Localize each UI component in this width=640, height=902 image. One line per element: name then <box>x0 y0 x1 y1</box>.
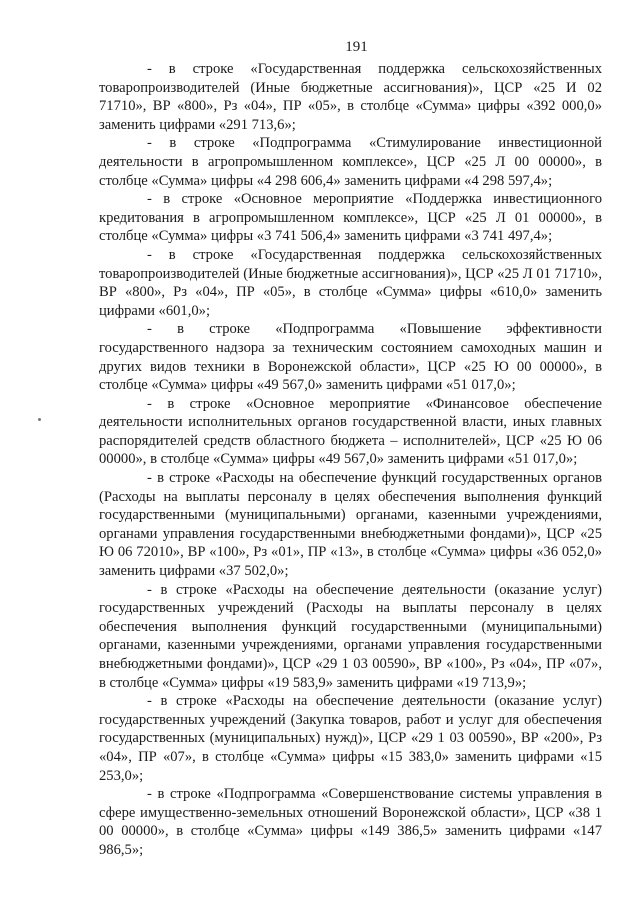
paragraph: - в строке «Подпрограмма «Повышение эффективности государственного надзора за техническим состоянием самоходных машин и других видов техники в Воронежской области», ЦСР «25 Ю 00 00000», в столбце «Сумма» цифры «49 567,0» заменить цифрами «51 017,0»; <box>99 321 602 394</box>
paragraph: - в строке «Государственная поддержка сельскохозяйственных товаропроизводителей (Иные бюджетные ассигнования)», ЦСР «25 И 02 71710», ВР «800», Рз «04», ПР «05», в столбце «Сумма» цифры «392 000,0» заменить цифрами «291 713,6»; <box>99 61 602 133</box>
paragraph: - в строке «Подпрограмма «Стимулирование инвестиционной деятельности в агропромышленном комплексе», ЦСР «25 Л 00 00000», в столбце «Сумма» цифры «4 298 606,4» заменить цифрами «4 298 597,4»; <box>99 135 602 189</box>
paragraph: - в строке «Расходы на обеспечение функций государственных органов (Расходы на выплаты персоналу в целях обеспечения выполнения функций государственными (муниципальными) органами, казенными учреждениями, органами управления государственными внебюджетными фондами)», ЦСР «25 Ю 06 72010», ВР «100», Рз «01», ПР «13», в столбце «Сумма» цифры «36 052,0» заменить цифрами «37 502,0»; <box>99 470 602 580</box>
paragraph: - в строке «Расходы на обеспечение деятельности (оказание услуг) государственных учреждений (Расходы на выплаты персоналу в целях обеспечения выполнения функций государственными (муниципальными) органами, казенными учреждениями, органами управления государственными внебюджетными фондами)», ЦСР «29 1 03 00590», ВР «100», Рз «04», ПР «07», в столбце «Сумма» цифры «19 583,9» заменить цифрами «19 713,9»; <box>99 581 602 691</box>
page-number: 191 <box>345 39 368 55</box>
paragraph: - в строке «Расходы на обеспечение деятельности (оказание услуг) государственных учреждений (Закупка товаров, работ и услуг для обеспечения государственных (муниципальных) нужд)», ЦСР «29 1 03 00590», ВР «200», Рз «04», ПР «07», в столбце «Сумма» цифры «15 383,0» заменить цифрами «15 253,0»; <box>99 693 602 784</box>
paragraph: - в строке «Государственная поддержка сельскохозяйственных товаропроизводителей (Иные бюджетные ассигнования)», ЦСР «25 Л 01 71710», ВР «800», Рз «04», ПР «05», в столбце «Сумма» цифры «610,0» заменить цифрами «601,0»; <box>99 246 602 319</box>
paragraph: - в строке «Основное мероприятие «Поддержка инвестиционного кредитования в агропромышленном комплексе», ЦСР «25 Л 01 00000», в столбце «Сумма» цифры «3 741 506,4» заменить цифрами «3 741 497,4»; <box>99 191 602 245</box>
paragraph: - в строке «Подпрограмма «Совершенствование системы управления в сфере имущественно-земельных отношений Воронежской области», ЦСР «38 1 00 00000», в столбце «Сумма» цифры «149 386,5» заменить цифрами «147 986,5»; <box>99 786 602 858</box>
scan-artifact-dot <box>38 418 41 421</box>
paragraph: - в строке «Основное мероприятие «Финансовое обеспечение деятельности исполнительных органов государственной власти, иных главных распорядителей средств областного бюджета – исполнителей», ЦСР «25 Ю 06 00000», в столбце «Сумма» цифры «49 567,0» заменить цифрами «51 017,0»; <box>99 395 602 468</box>
